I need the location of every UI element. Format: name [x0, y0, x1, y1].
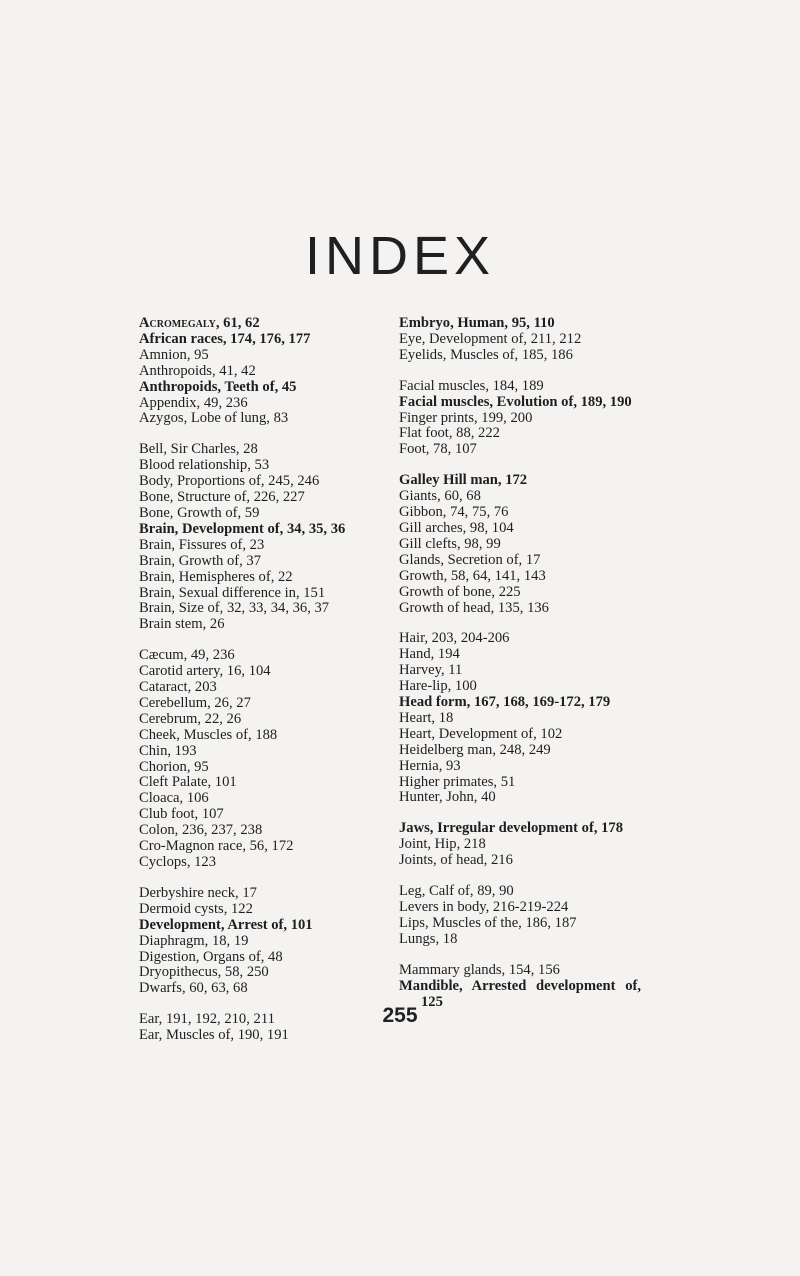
- index-letter-group: [399, 821, 641, 869]
- index-entry: Heart, Development of, 102: [399, 725, 563, 742]
- index-entry: Hair, 203, 204-206: [399, 630, 510, 647]
- index-entry: Joint, Hip, 218: [399, 836, 486, 853]
- index-entry: Cloaca, 106: [139, 790, 209, 807]
- index-entry: Chorion, 95: [139, 758, 209, 775]
- index-entry: Foot, 78, 107: [399, 441, 477, 458]
- index-entry: Cæcum, 49, 236: [139, 647, 235, 664]
- index-entry: Eyelids, Muscles of, 185, 186: [399, 346, 573, 363]
- index-letter-group: [399, 379, 641, 459]
- index-entry: Dwarfs, 60, 63, 68: [139, 980, 248, 997]
- index-entry: Digestion, Organs of, 48: [139, 948, 283, 965]
- index-entry: Appendix, 49, 236: [139, 394, 248, 411]
- index-entry: Cataract, 203: [139, 679, 217, 696]
- index-entry: Jaws, Irregular development of, 178: [399, 820, 624, 837]
- index-entry: Joints, of head, 216: [399, 852, 513, 869]
- index-entry: Gill arches, 98, 104: [399, 519, 514, 536]
- index-entry: Higher primates, 51: [399, 773, 516, 790]
- index-column-right: [399, 316, 641, 1025]
- index-entry: Levers in body, 216-219-224: [399, 899, 569, 915]
- index-entry: Leg, Calf of, 89, 90: [399, 883, 514, 900]
- index-entry: Cerebellum, 26, 27: [139, 694, 251, 711]
- index-entry: Embryo, Human, 95, 110: [399, 315, 555, 331]
- index-entry: Mandible, Arrested development of, 125: [399, 977, 641, 1010]
- index-entry: Anthropoids, Teeth of, 45: [139, 378, 297, 395]
- index-entry: Brain, Growth of, 37: [139, 552, 262, 569]
- index-letter-group: [399, 884, 641, 948]
- index-entry: Hare-lip, 100: [399, 678, 477, 695]
- index-entry: Facial muscles, Evolution of, 189, 190: [399, 393, 632, 410]
- index-entry: Development, Arrest of, 101: [139, 916, 313, 933]
- index-entry: Hunter, John, 40: [399, 789, 496, 806]
- index-entry: Bell, Sir Charles, 28: [139, 441, 258, 458]
- index-entry: Brain, Fissures of, 23: [139, 536, 265, 553]
- index-entry: Brain, Development of, 34, 35, 36: [139, 520, 346, 537]
- index-entry: Galley Hill man, 172: [399, 472, 528, 489]
- index-entry: Club foot, 107: [139, 806, 224, 823]
- index-entry: Lungs, 18: [399, 930, 458, 947]
- index-letter-group: [399, 473, 641, 616]
- index-entry: Cro-Magnon race, 56, 172: [139, 838, 294, 855]
- page-title: INDEX: [304, 226, 496, 286]
- index-entry: Brain stem, 26: [139, 616, 225, 633]
- index-entry: Hand, 194: [399, 646, 460, 663]
- index-entry: Cheek, Muscles of, 188: [139, 726, 278, 743]
- index-entry: Diaphragm, 18, 19: [139, 932, 249, 949]
- index-entry: Cleft Palate, 101: [139, 774, 237, 791]
- index-entry: Ear, 191, 192, 210, 211: [139, 1011, 275, 1028]
- index-entry: Heart, 18: [399, 709, 454, 726]
- index-entry: Finger prints, 199, 200: [399, 409, 533, 426]
- index-entry: Giants, 60, 68: [399, 488, 481, 505]
- index-entry: Dermoid cysts, 122: [139, 900, 253, 917]
- entry-headword: Acromegaly: [139, 315, 216, 331]
- index-letter-group: [139, 442, 371, 633]
- index-entry: Azygos, Lobe of lung, 83: [139, 410, 289, 427]
- index-entry: Anthropoids, 41, 42: [139, 362, 256, 379]
- index-entry: Bone, Structure of, 226, 227: [139, 489, 305, 506]
- index-entry: Acromegaly, 61, 62: [139, 315, 260, 331]
- index-entry: Eye, Development of, 211, 212: [399, 330, 582, 347]
- index-entry: Growth of bone, 225: [399, 583, 521, 600]
- index-entry: Amnion, 95: [139, 346, 209, 363]
- index-entry: Brain, Hemispheres of, 22: [139, 568, 293, 585]
- index-entry: Glands, Secretion of, 17: [399, 551, 541, 568]
- index-entry: Gill clefts, 98, 99: [399, 535, 501, 552]
- index-entry: Brain, Size of, 32, 33, 34, 36, 37: [139, 600, 330, 617]
- index-entry: Gibbon, 74, 75, 76: [399, 504, 509, 521]
- index-entry: Mammary glands, 154, 156: [399, 961, 560, 978]
- index-entry: Growth of head, 135, 136: [399, 599, 549, 616]
- index-entry: Ear, Muscles of, 190, 191: [139, 1027, 289, 1044]
- index-entry: Derbyshire neck, 17: [139, 884, 257, 901]
- index-letter-group: [399, 631, 641, 806]
- index-letter-group: [139, 316, 371, 427]
- index-entry: Colon, 236, 237, 238: [139, 822, 263, 839]
- index-letter-group: [139, 648, 371, 871]
- index-entry: Bone, Growth of, 59: [139, 504, 260, 521]
- index-entry: Cyclops, 123: [139, 854, 217, 870]
- index-letter-group: [139, 886, 371, 997]
- page-number: 255: [382, 1004, 418, 1027]
- index-entry: Harvey, 11: [399, 662, 463, 679]
- index-entry: Blood relationship, 53: [139, 457, 270, 474]
- index-entry: Lips, Muscles of the, 186, 187: [399, 914, 577, 931]
- index-entry: Brain, Sexual difference in, 151: [139, 584, 326, 601]
- index-entry: Flat foot, 88, 222: [399, 425, 500, 442]
- index-entry: Cerebrum, 22, 26: [139, 710, 242, 727]
- index-entry: Heidelberg man, 248, 249: [399, 741, 551, 758]
- index-entry: Carotid artery, 16, 104: [139, 663, 271, 680]
- index-entry: African races, 174, 176, 177: [139, 330, 311, 347]
- index-letter-group: [399, 316, 641, 364]
- index-entry: Facial muscles, 184, 189: [399, 377, 544, 394]
- index-entry: Hernia, 93: [399, 757, 461, 774]
- index-column-left: [139, 316, 371, 1059]
- index-entry: Dryopithecus, 58, 250: [139, 964, 269, 981]
- index-entry: Head form, 167, 168, 169-172, 179: [399, 694, 611, 711]
- index-entry: Growth, 58, 64, 141, 143: [399, 567, 546, 584]
- index-entry: Body, Proportions of, 245, 246: [139, 473, 320, 490]
- index-entry: Chin, 193: [139, 742, 197, 759]
